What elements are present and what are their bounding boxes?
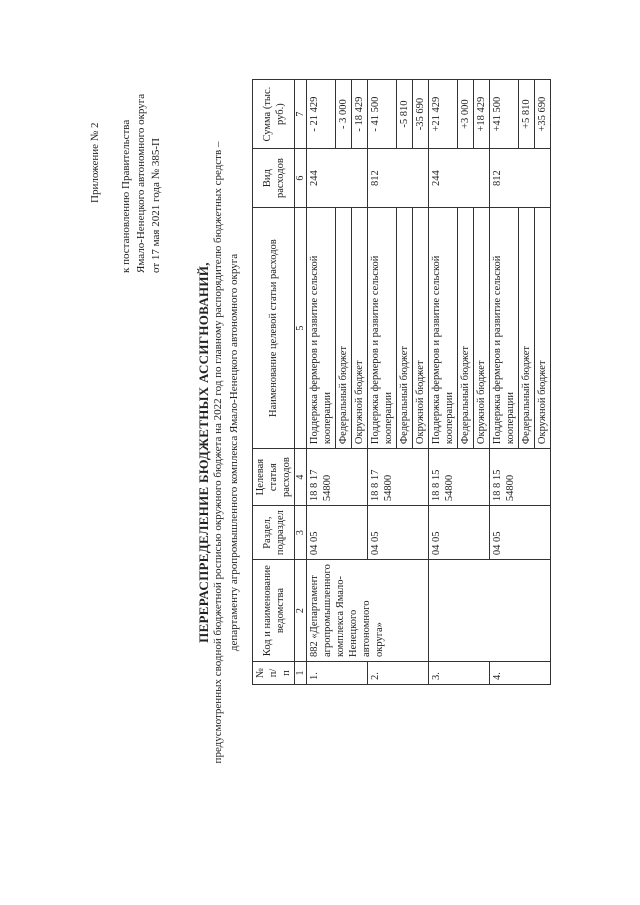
expense-name: Поддержка фермеров и развитие сельской кооперации	[429, 208, 458, 449]
column-number: 3	[295, 506, 307, 560]
header-cell: Наименование целевой статьи расходов	[253, 208, 295, 449]
column-number: 2	[295, 560, 307, 662]
expense-name: Окружной бюджет	[413, 208, 429, 449]
expense-name: Поддержка фермеров и развитие сельской кооперации	[490, 208, 519, 449]
header-cell: Вид расходов	[253, 149, 295, 208]
column-number: 5	[295, 208, 307, 449]
expense-name: Окружной бюджет	[535, 208, 551, 449]
expense-name: Поддержка фермеров и развитие сельской кооперации	[368, 208, 397, 449]
header-cell: Код и наименование ведомства	[253, 560, 295, 662]
row-number: 4.	[490, 662, 551, 685]
row-number: 3.	[429, 662, 490, 685]
expense-kind: 812	[490, 149, 551, 208]
expense-name: Поддержка фермеров и развитие сельской кооперации	[307, 208, 336, 449]
amount-cell: +18 429	[474, 80, 490, 149]
amount-cell: -5 810	[397, 80, 413, 149]
document-title: ПЕРЕРАСПРЕДЕЛЕНИЕ БЮДЖЕТНЫХ АССИГНОВАНИЙ,	[196, 262, 211, 643]
row-number: 2.	[368, 662, 429, 685]
expense-name: Окружной бюджет	[474, 208, 490, 449]
expense-kind: 812	[368, 149, 429, 208]
section-cell: 04 05	[429, 506, 490, 560]
appendix-line: Ямало-Ненецкого автономного округа	[135, 93, 147, 273]
amount-cell: +21 429	[429, 80, 458, 149]
table-row	[429, 80, 458, 685]
amount-cell: +41 500	[490, 80, 519, 149]
table-row	[307, 80, 336, 685]
target-code-cell: 18 8 17 54800	[368, 449, 429, 506]
header-row	[253, 80, 295, 685]
document-subtitle: департаменту агропромышленного комплекса Ямало-Ненецкого автономного округа	[228, 253, 240, 652]
target-code-cell: 18 8 15 54800	[490, 449, 551, 506]
section-cell: 04 05	[307, 506, 368, 560]
amount-cell: -35 690	[413, 80, 429, 149]
appendix-block	[88, 23, 164, 273]
appendix-line: к постановлению Правительства	[120, 119, 132, 273]
department-cell: 882 «Департамент агропромышленного комплекса Ямало-Ненецкого автономного округа»	[307, 560, 429, 662]
row-number: 1.	[307, 662, 368, 685]
expense-name: Окружной бюджет	[352, 208, 368, 449]
amount-cell: - 21 429	[307, 80, 336, 149]
appendix-line: от 17 мая 2021 года № 385-П	[150, 138, 162, 273]
section-cell: 04 05	[368, 506, 429, 560]
target-code-cell: 18 8 17 54800	[307, 449, 368, 506]
column-number: 4	[295, 449, 307, 506]
department-cell-empty	[429, 560, 551, 662]
amount-cell: +35 690	[535, 80, 551, 149]
column-number-row	[295, 80, 307, 685]
header-cell: Целевая статья расходов	[253, 449, 295, 506]
document-subtitle: предусмотренных сводной бюджетной росписью окружного бюджета на 2022 год по главному распорядителю бюджетных средств –	[212, 141, 224, 764]
amount-cell: - 41 500	[368, 80, 397, 149]
target-code-cell: 18 8 15 54800	[429, 449, 490, 506]
expense-kind: 244	[307, 149, 368, 208]
column-number: 7	[295, 80, 307, 149]
header-cell: Сумма (тыс. руб.)	[253, 80, 295, 149]
header-cell: Раздел, подраздел	[253, 506, 295, 560]
amount-cell: +5 810	[519, 80, 535, 149]
header-cell: № п/п	[253, 662, 295, 685]
expense-name: Федеральный бюджет	[397, 208, 413, 449]
amount-cell: +3 000	[458, 80, 474, 149]
amount-cell: - 3 000	[336, 80, 352, 149]
column-number: 6	[295, 149, 307, 208]
expense-name: Федеральный бюджет	[519, 208, 535, 449]
amount-cell: - 18 429	[352, 80, 368, 149]
expense-name: Федеральный бюджет	[458, 208, 474, 449]
section-cell: 04 05	[490, 506, 551, 560]
column-number: 1	[295, 662, 307, 685]
allocation-table	[252, 79, 551, 685]
expense-kind: 244	[429, 149, 490, 208]
expense-name: Федеральный бюджет	[336, 208, 352, 449]
appendix-number: Приложение № 2	[89, 122, 101, 203]
